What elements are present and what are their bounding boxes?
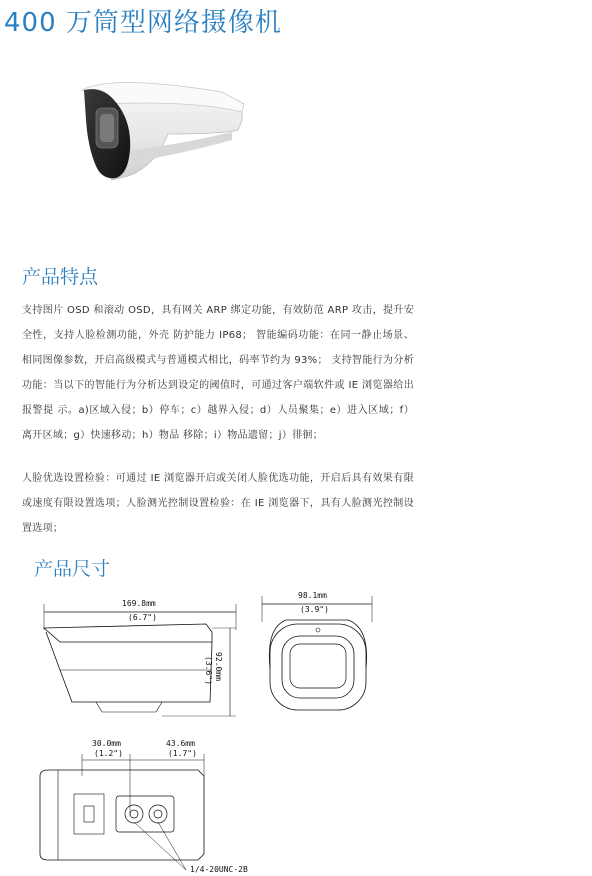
features-paragraph-2: 人脸优选设置检验：可通过 IE 浏览器开启或关闭人脸优选功能，开启后具有效果有限或速度有限设置选项；人脸测光控制设置检验：在 IE 浏览器下，具有人脸测光控制设置选项；: [22, 473, 414, 534]
features-heading: 产品特点: [22, 266, 99, 288]
thread-label: 1/4-20UNC-2B: [190, 865, 248, 874]
mount-b-in-label: (1.7"): [168, 749, 197, 758]
length-mm-label: 169.8mm: [122, 599, 156, 608]
width-in-label: (3.9"): [300, 605, 329, 614]
width-mm-label: 98.1mm: [298, 591, 327, 600]
side-view-drawing: [36, 592, 246, 728]
height-in-label: (3.6"): [204, 656, 213, 685]
dimensions-heading: 产品尺寸: [34, 558, 111, 580]
height-mm-label: 92.0mm: [214, 652, 223, 681]
bottom-view-drawing: [36, 736, 266, 876]
front-view-drawing: [256, 588, 386, 718]
mount-a-mm-label: 30.0mm: [92, 739, 121, 748]
mount-a-in-label: (1.2"): [94, 749, 123, 758]
length-in-label: (6.7"): [128, 613, 157, 622]
features-paragraph-1: 支持图片 OSD 和滚动 OSD，具有网关 ARP 绑定功能，有效防范 ARP 攻击，提升安全性，支持人脸检测功能，外壳 防护能力 IP68； 智能编码功能：在同一静止场景、相同图像参数，开启高级模式与普通模式相比，码率节约为 93%； 支持智能行为分析功能：当以下的智能行为分析达到设定的阈值时，可通过客户端软件或 IE 浏览器给出报警提 示。a)区域入侵；b）停车；c）越界入侵；d）人员聚集；e）进入区域；f）离开区域；g）快速移动；h）物品 移除；i）物品遗留；j）徘徊；: [22, 305, 414, 441]
page-title: 400 万筒型网络摄像机: [4, 8, 282, 38]
camera-product-image: [72, 70, 252, 200]
mount-b-mm-label: 43.6mm: [166, 739, 195, 748]
